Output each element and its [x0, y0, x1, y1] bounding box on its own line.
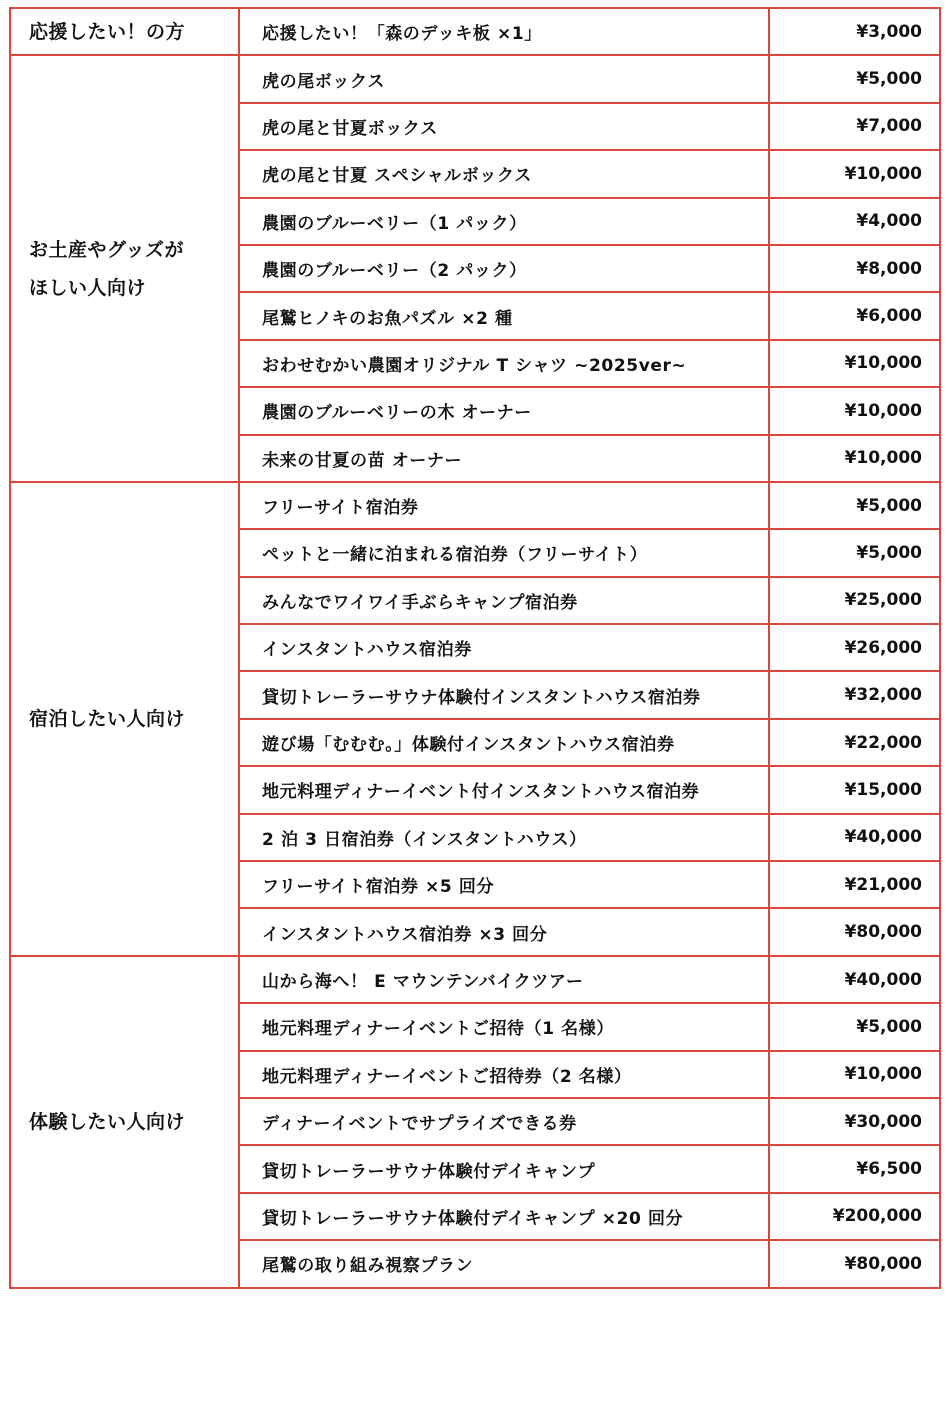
reward-price: ¥10,000	[769, 387, 940, 434]
reward-price: ¥40,000	[769, 814, 940, 861]
reward-price: ¥5,000	[769, 529, 940, 576]
reward-price: ¥5,000	[769, 55, 940, 102]
reward-name: 山から海へ！ E マウンテンバイクツアー	[239, 956, 769, 1003]
rewards-table	[9, 7, 941, 1289]
reward-name: みんなでワイワイ手ぶらキャンプ宿泊券	[239, 577, 769, 624]
reward-name: 貸切トレーラーサウナ体験付デイキャンプ ×20 回分	[239, 1193, 769, 1240]
category-label: 応援したい！の方	[29, 20, 186, 43]
reward-name: 地元料理ディナーイベントご招待券（2 名様）	[239, 1051, 769, 1098]
reward-price: ¥5,000	[769, 482, 940, 529]
category-cell	[10, 482, 239, 956]
reward-price: ¥25,000	[769, 577, 940, 624]
reward-price: ¥8,000	[769, 245, 940, 292]
reward-name: 虎の尾ボックス	[239, 55, 769, 102]
reward-price: ¥22,000	[769, 719, 940, 766]
reward-name: 尾鷲ヒノキのお魚パズル ×2 種	[239, 292, 769, 339]
reward-price: ¥10,000	[769, 1051, 940, 1098]
reward-price: ¥10,000	[769, 150, 940, 197]
reward-name: 応援したい！「森のデッキ板 ×1」	[239, 8, 769, 55]
reward-price: ¥3,000	[769, 8, 940, 55]
reward-price: ¥7,000	[769, 103, 940, 150]
category-label: 宿泊したい人向け	[29, 707, 186, 730]
reward-name: 農園のブルーベリー（1 パック）	[239, 198, 769, 245]
reward-name: 貸切トレーラーサウナ体験付デイキャンプ	[239, 1145, 769, 1192]
category-label: 体験したい人向け	[29, 1110, 186, 1133]
reward-price: ¥200,000	[769, 1193, 940, 1240]
reward-price: ¥5,000	[769, 1003, 940, 1050]
table-row	[10, 956, 940, 1003]
reward-name: 農園のブルーベリーの木 オーナー	[239, 387, 769, 434]
reward-price: ¥30,000	[769, 1098, 940, 1145]
reward-price: ¥21,000	[769, 861, 940, 908]
category-label: お土産やグッズが	[29, 238, 185, 261]
table-row	[10, 482, 940, 529]
reward-name: 農園のブルーベリー（2 パック）	[239, 245, 769, 292]
reward-name: インスタントハウス宿泊券	[239, 624, 769, 671]
category-cell	[10, 956, 239, 1288]
reward-name: ペットと一緒に泊まれる宿泊券（フリーサイト）	[239, 529, 769, 576]
reward-name: インスタントハウス宿泊券 ×3 回分	[239, 908, 769, 955]
reward-name: フリーサイト宿泊券	[239, 482, 769, 529]
reward-name: ディナーイベントでサプライズできる券	[239, 1098, 769, 1145]
reward-name: おわせむかい農園オリジナル T シャツ ~2025ver~	[239, 340, 769, 387]
reward-price: ¥40,000	[769, 956, 940, 1003]
reward-name: 虎の尾と甘夏ボックス	[239, 103, 769, 150]
reward-name: 地元料理ディナーイベントご招待（1 名様）	[239, 1003, 769, 1050]
reward-price: ¥26,000	[769, 624, 940, 671]
reward-name: 未来の甘夏の苗 オーナー	[239, 435, 769, 482]
reward-name: 遊び場「むむむ。」体験付インスタントハウス宿泊券	[239, 719, 769, 766]
reward-name: 地元料理ディナーイベント付インスタントハウス宿泊券	[239, 766, 769, 813]
reward-name: 貸切トレーラーサウナ体験付インスタントハウス宿泊券	[239, 671, 769, 718]
reward-name: フリーサイト宿泊券 ×5 回分	[239, 861, 769, 908]
reward-price: ¥10,000	[769, 340, 940, 387]
reward-price: ¥4,000	[769, 198, 940, 245]
table-row	[10, 8, 940, 55]
reward-price: ¥80,000	[769, 1240, 940, 1287]
reward-name: 尾鷲の取り組み視察プラン	[239, 1240, 769, 1287]
reward-price: ¥32,000	[769, 671, 940, 718]
rewards-table-body	[10, 8, 940, 1288]
category-label: ほしい人向け	[29, 276, 147, 299]
reward-name: 2 泊 3 日宿泊券（インスタントハウス）	[239, 814, 769, 861]
table-row	[10, 55, 940, 102]
reward-name: 虎の尾と甘夏 スペシャルボックス	[239, 150, 769, 197]
reward-price: ¥6,000	[769, 292, 940, 339]
reward-price: ¥15,000	[769, 766, 940, 813]
category-cell	[10, 55, 239, 482]
reward-price: ¥80,000	[769, 908, 940, 955]
reward-price: ¥10,000	[769, 435, 940, 482]
reward-price: ¥6,500	[769, 1145, 940, 1192]
category-cell	[10, 8, 239, 55]
